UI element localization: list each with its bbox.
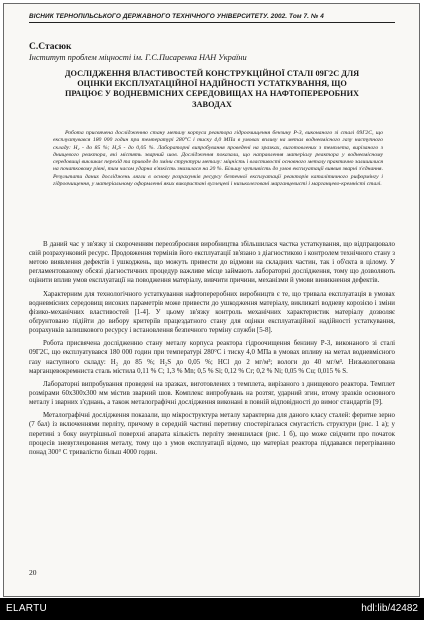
paper-title: ДОСЛІДЖЕННЯ ВЛАСТИВОСТЕЙ КОНСТРУКЦІЙНОЇ СТАЛІ 09Г2С ДЛЯ ОЦІНКИ ЕКСПЛУАТАЦІЙНОЇ НАДІЙНОСТІ УСТАТКУВАННЯ, ЩО ПРАЦЮЄ У ВОДНЕВМІСНИХ СЕРЕДОВИЩАХ НА НАФТОПЕРЕРОБНИХ ЗАВОДАХ [64, 69, 360, 109]
author-name: С.Стасюк [29, 42, 72, 52]
header-rule [29, 22, 395, 23]
paragraph-1: В даний час у зв'язку зі скороченням переозброєння виробництва збільшилася частка устаткування, що відпрацювало свій розрахунковий ресурс. Продовження термінів його експлуатації зв'язано з діагностикою і контролем технічного стану з метою виявлення дефектів і ушкоджень, що можуть привести до відмови на складних частин, так і об'єкта в цілому. У регламентованому обсязі діагностичних процедур важливе місце займають лабораторні дослідження, тому що дозволяють оцінити вплив умов експлуатації на поводження матеріалу, вивчити причини, механізми й умови виникнення дефектів. [29, 241, 395, 285]
handle-label: hdl:lib/42482 [361, 603, 418, 614]
body-text [29, 240, 395, 461]
paragraph-3: Робота присвячена дослідженню стану металу корпуса реактора гідроочищення бензину Р-3, виконаного зі сталі 09Г2С, що експлуатувався 180 000 годин при температурі 280°С і тиску 4,0 МПа в умовах впливу на метал водневмісного газу наступного складу: H₂ до 85 %; H₂S до 0,05 %; HCl до 2 мг/м³; вологи до 40 мг/м³. Низьколегована марганцевокремниста сталь містила 0,11 % С; 1,3 % Mn; 0,5 % Si; 0,12 % Cr; 0,2 % Ni; 0,05 % Cu; 0,015 % S. [29, 340, 395, 375]
author-affiliation: Інститут проблем міцності ім. Г.С.Писаренка НАН України [29, 53, 247, 62]
paragraph-2: Характерним для технологічного устаткування нафтопереробних виробництв є те, що тривала експлуатація в умовах водневмісних середовищ високих параметрів може привести до ушкодження матеріалу, викликаті водневу корозією і зміни фізико-механічних властивостей [1-4]. У цьому зв'язку контроль механічних характеристик матеріалу дозволяє обґрунтовано підійти до вибору критеріїв працездатного стану для оцінки експлуатаційної надійності устаткування, розрахунків залишкового ресурсу і встановлення безпечного терміну служби [5-8]. [29, 290, 395, 335]
paragraph-5: Металографічні дослідження показали, що мікроструктура металу характерна для даного класу сталей: феритне зерно (7 бал) із включеннями перліту, причому в середній частині перетину спостерігалася смугастість структури (рис. 1 а); у перетині з боку внутрішньої поверхні апарата кількість перліту зменшилася (рис. 1 б), що може свідчити про початок процесів зневуглецювання металу, тому що з умов експлуатації відомо, що матеріал реактора піддавався перегріванню понад 300° С тривалістю більш 4000 годин. [29, 412, 395, 456]
page-number: 20 [29, 568, 37, 577]
journal-header: ВІСНИК ТЕРНОПІЛЬСЬКОГО ДЕРЖАВНОГО ТЕХНІЧНОГО УНІВЕРСИТЕТУ. 2002. Том 7. № 4 [29, 13, 324, 20]
paragraph-4: Лабораторні випробування проведені на зразках, виготовлених з темплета, вирізаного з днищевого реактора. Темплет розмірами 60х300х300 мм містив зварний шов. Комплекс випробувань на розтяг, ударний згин, втому зразків основного металу і зварних з'єднань, а також металографічні дослідження виконані в повній відповідності до вимог стандартів [9]. [29, 380, 395, 407]
repository-label: ELARTU [6, 603, 48, 614]
footer-bar [0, 598, 424, 620]
abstract: Робота присвячена дослідженню стану металу корпуса реактора гідроочищення бензину Р-3, виконаного зі сталі 09Г2С, що експлуатувався 180 000 годин при температурі 280°С і тиску 4,0 МПа в умовах впливу на метал водневмісного газу наступного складу: H₂ - до 85 %; H₂S - до 0,05 %. Лабораторні випробування проведені на зразках, виготовлених з темплета, вирізаного з днищевого реактора, які містять зварний шов. Дослідження показали, що направлення матеріалу реактора у водневмісному середовищі викликає перехід та приводе до зміни структури металу: міцність і властивості основного металу практично залишилися на початковому рівні, тим часом ударна в'язкість знизилася на 20 %. Більшу чутливість до умов експлуатації виявив зварні з'єднання. Результати даних досліджень лягли в основу розрахунків ресурсу безпечної експлуатації реакторів каталітичного риформінгу і гідроочищення, у матеріальному оформленні яких використані вуглецеві і низьколеговані марганцевисті і марганцево-кремністі сталі. [53, 130, 383, 188]
